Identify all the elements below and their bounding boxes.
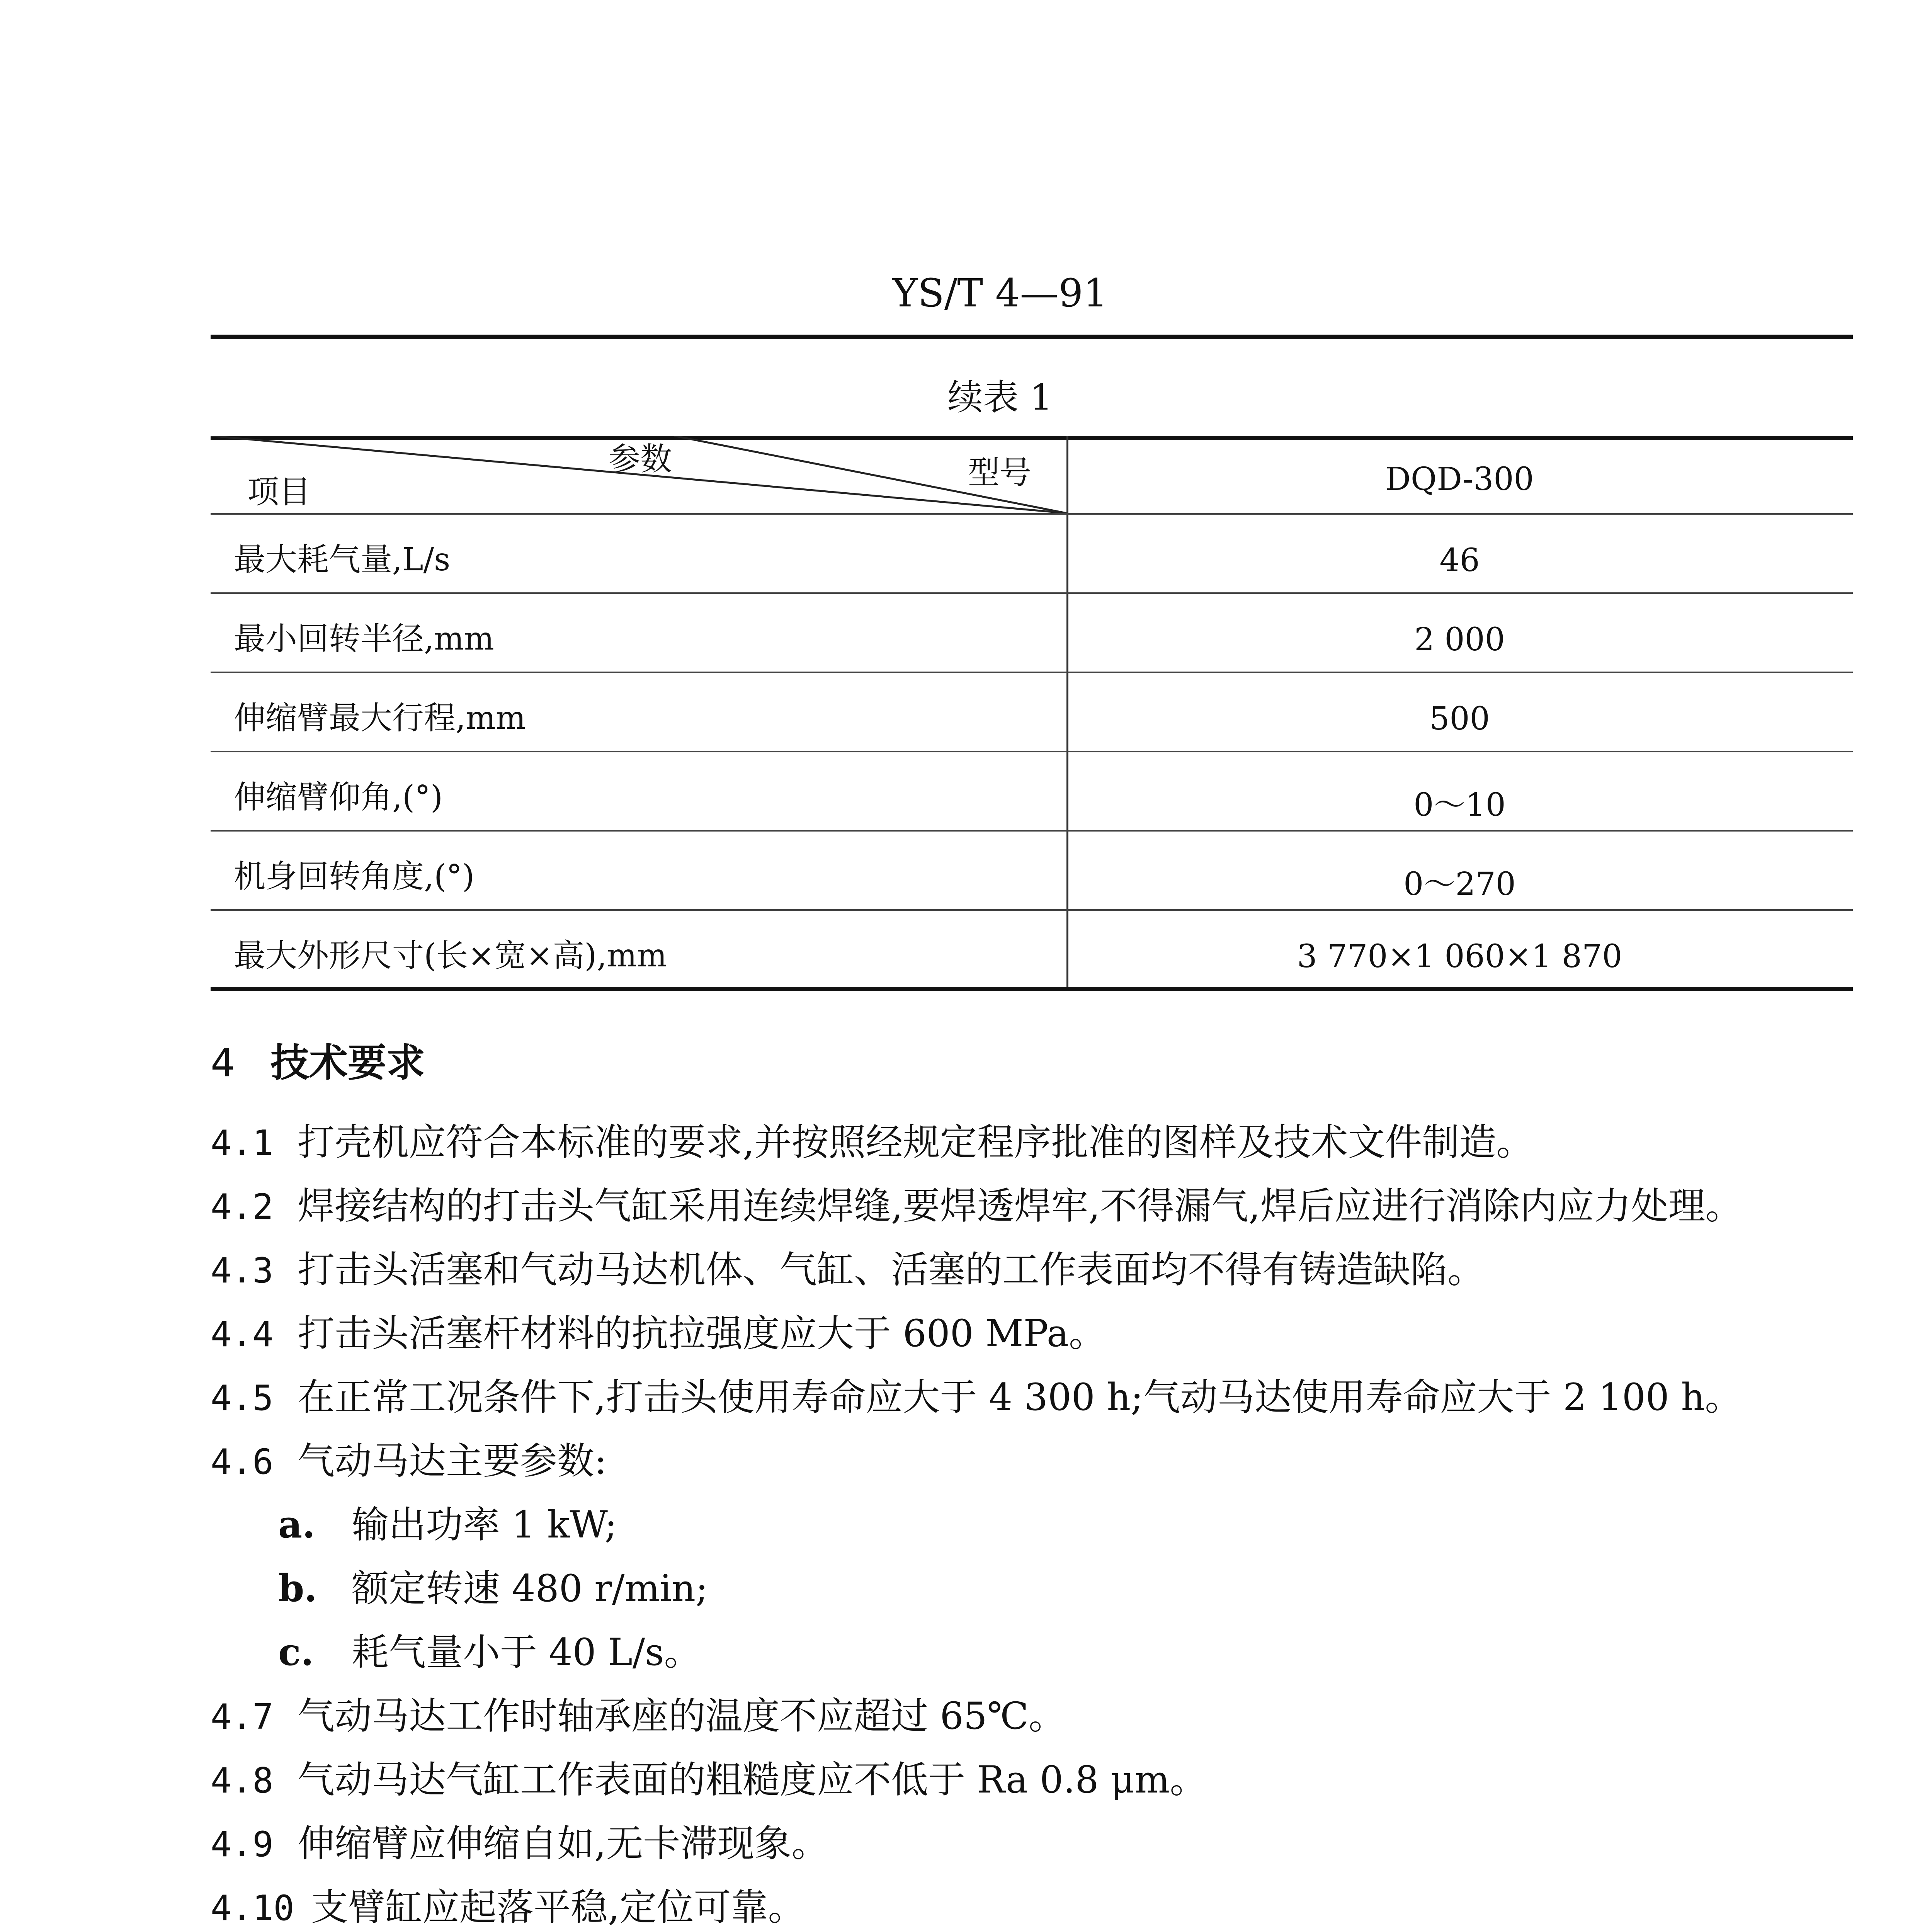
clause-4-7 bbox=[211, 1687, 1066, 1740]
standard-code: YS/T 4—91 bbox=[892, 270, 1108, 316]
section-number: 4 bbox=[211, 1040, 235, 1085]
clause-number: 4.10 bbox=[211, 1888, 294, 1929]
clause-number: 4.6 bbox=[211, 1442, 274, 1482]
clause-4-8 bbox=[211, 1750, 1207, 1803]
clause-text: 支臂缸应起落平稳,定位可靠。 bbox=[311, 1886, 805, 1929]
clause-number: 4.9 bbox=[211, 1824, 274, 1865]
sub-item-mark: c. bbox=[278, 1630, 314, 1674]
section-title: 技术要求 bbox=[270, 1040, 425, 1085]
header-rule bbox=[211, 335, 1853, 339]
table-bottom-rule bbox=[211, 987, 1853, 991]
clause-text: 伸缩臂应伸缩自如,无卡滞现象。 bbox=[298, 1822, 829, 1865]
clause-number: 4.3 bbox=[211, 1250, 274, 1291]
table-row-value: 46 bbox=[1439, 542, 1480, 579]
clause-number: 4.4 bbox=[211, 1314, 274, 1355]
clause-number: 4.8 bbox=[211, 1760, 274, 1801]
clause-4-1 bbox=[211, 1113, 1534, 1166]
sub-item bbox=[278, 1495, 617, 1548]
parameter-table bbox=[211, 436, 1853, 991]
table-caption: 续表 1 bbox=[947, 377, 1053, 418]
section-4-heading bbox=[211, 1032, 425, 1087]
table-row-label: 最大耗气量,L/s bbox=[234, 541, 451, 578]
sub-item-mark: b. bbox=[278, 1566, 317, 1610]
clause-text: 打击头活塞杆材料的抗拉强度应大于 600 MPa。 bbox=[298, 1312, 1106, 1355]
clause-4-2 bbox=[211, 1177, 1743, 1230]
table-row-rule bbox=[211, 513, 1853, 515]
table-row-label: 机身回转角度,(°) bbox=[234, 858, 475, 895]
clause-number: 4.2 bbox=[211, 1187, 274, 1227]
table-row-value: 500 bbox=[1429, 701, 1490, 737]
clause-number: 4.7 bbox=[211, 1697, 274, 1737]
table-row-label: 最大外形尺寸(长×宽×高),mm bbox=[234, 937, 667, 974]
sub-item bbox=[278, 1623, 701, 1676]
sub-item-text: 耗气量小于 40 L/s。 bbox=[352, 1631, 701, 1674]
table-row-rule bbox=[211, 751, 1853, 752]
sub-item-text: 输出功率 1 kW; bbox=[352, 1503, 617, 1546]
clause-4-9 bbox=[211, 1814, 829, 1867]
table-head-param: 参数 bbox=[609, 441, 672, 478]
table-head-value: DQD-300 bbox=[1385, 461, 1534, 498]
clause-text: 焊接结构的打击头气缸采用连续焊缝,要焊透焊牢,不得漏气,焊后应进行消除内应力处理。 bbox=[298, 1184, 1743, 1228]
clause-4-4 bbox=[211, 1304, 1106, 1357]
clause-text: 打击头活塞和气动马达机体、气缸、活塞的工作表面均不得有铸造缺陷。 bbox=[298, 1248, 1485, 1291]
table-row-rule bbox=[211, 909, 1853, 911]
clause-number: 4.1 bbox=[211, 1123, 274, 1163]
table-row-label: 最小回转半径,mm bbox=[234, 621, 494, 657]
table-head-model: 型号 bbox=[968, 454, 1032, 491]
table-row-label: 伸缩臂仰角,(°) bbox=[234, 779, 443, 816]
table-row-value: 0～10 bbox=[1413, 787, 1506, 823]
clause-4-5 bbox=[211, 1368, 1742, 1421]
clause-text: 气动马达气缸工作表面的粗糙度应不低于 Ra 0.8 μm。 bbox=[298, 1758, 1207, 1801]
clause-text: 气动马达工作时轴承座的温度不应超过 65℃。 bbox=[298, 1694, 1066, 1738]
sub-item-text: 额定转速 480 r/min; bbox=[352, 1567, 708, 1610]
clause-4-3 bbox=[211, 1240, 1485, 1293]
table-row-value: 2 000 bbox=[1414, 621, 1505, 658]
clause-4-6 bbox=[211, 1432, 607, 1485]
sub-item bbox=[278, 1559, 708, 1612]
sub-item-mark: a. bbox=[278, 1503, 315, 1546]
table-row-label: 伸缩臂最大行程,mm bbox=[234, 700, 526, 736]
clause-number: 4.5 bbox=[211, 1378, 274, 1418]
clause-text: 在正常工况条件下,打击头使用寿命应大于 4 300 h;气动马达使用寿命应大于 2 100 h。 bbox=[298, 1376, 1742, 1419]
table-head-item: 项目 bbox=[247, 474, 311, 510]
table-row-value: 0～270 bbox=[1403, 866, 1516, 903]
clause-4-10 bbox=[211, 1878, 805, 1931]
table-row-rule bbox=[211, 672, 1853, 673]
table-row-rule bbox=[211, 592, 1853, 594]
clause-text: 气动马达主要参数: bbox=[298, 1439, 607, 1483]
table-row-value: 3 770×1 060×1 870 bbox=[1297, 938, 1622, 975]
table-row-rule bbox=[211, 830, 1853, 832]
clause-text: 打壳机应符合本标准的要求,并按照经规定程序批准的图样及技术文件制造。 bbox=[298, 1121, 1534, 1164]
